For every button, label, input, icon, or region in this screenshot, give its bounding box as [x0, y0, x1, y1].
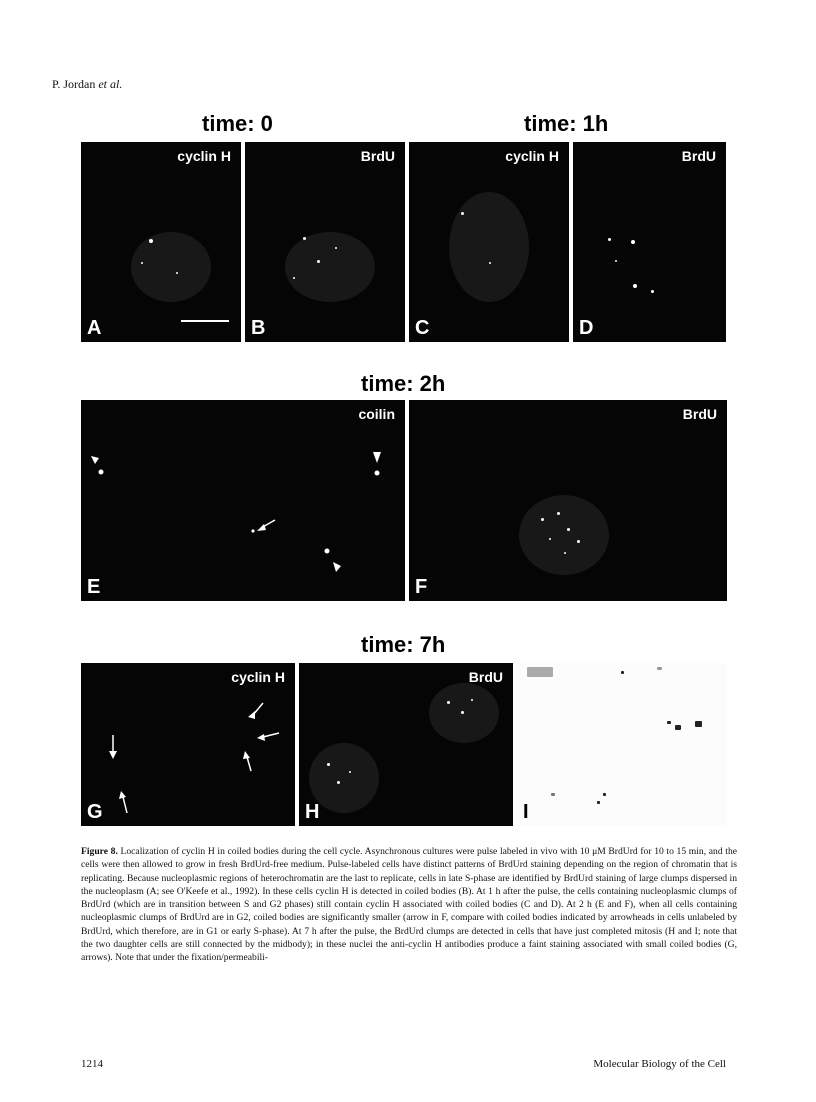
arrow-marker-g4-head [257, 734, 265, 741]
arrowhead-marker-lower [333, 562, 341, 572]
panel-b-stain-label: BrdU [360, 148, 395, 164]
header-author: P. Jordan [52, 77, 96, 91]
arrow-marker-g1-head [109, 751, 117, 759]
page-number: 1214 [81, 1058, 103, 1070]
header-etal: et al. [98, 77, 123, 91]
micrograph-panel-d [573, 142, 726, 342]
arrow-marker-g3-head [248, 711, 255, 719]
panel-c-stain-label: cyclin H [505, 148, 559, 164]
panel-e-letter: E [87, 576, 101, 598]
panel-d-stain-label: BrdU [681, 148, 716, 164]
panel-f-letter: F [415, 576, 428, 598]
micrograph-panel-e [81, 400, 405, 601]
arrow-marker-g4 [263, 733, 279, 737]
coiled-body-dot-right [375, 471, 380, 476]
arrow-marker-center-head [257, 524, 266, 531]
figure-caption-label: Figure 8. [81, 846, 118, 857]
micrograph-panel-a [81, 142, 241, 342]
panel-g-stain-label: cyclin H [231, 669, 285, 685]
micrograph-panel-h [299, 663, 513, 826]
panel-d-letter: D [579, 317, 594, 339]
arrow-marker-g2-head [119, 791, 126, 799]
figure-caption [81, 845, 737, 965]
figure-caption-text: Localization of cyclin H in coiled bodies during the cell cycle. Asynchronous cultures were pulse labeled in vivo with 10 μM BrdUrd for 10 to 15 min, and the cells were then allowed to grow in fresh BrdUrd-free medium. Pulse-labeled cells have distinct patterns of BrdUrd staining depending on the region of chromatin that is replicating. Because nucleoplasmic regions of heterochromatin are the last to replicate, cells in late S-phase are identified by BrdUrd staining of large clumps dispersed in the nucleoplasm (A; see O'Keefe et al., 1992). In these cells cyclin H is detected in coiled bodies (B). At 1 h after the pulse, the cells containing nucleoplasmic clumps of BrdUrd (which are in transition between S and G2 phases) still contain cyclin H associated with coiled bodies (C and D). At 2 h (E and F), when all cells containing nucleoplasmic clumps of BrdUrd are in G2, coiled bodies are significantly smaller (arrow in F, compare with coiled bodies indicated by arrowheads in cells unlabeled by BrdUrd, which therefore, are in G1 or early S-phase). At 7 h after the pulse, the BrdUrd clumps are detected in cells that have just completed mitosis (H and I; note that the two daughter cells are still connected by the midbody); in these nuclei the anti-cyclin H antibodies produce a faint staining associated with small coiled bodies (G, arrows). Note that under the fixation/permeabili- [81, 846, 737, 964]
panel-e-stain-label: coilin [358, 406, 395, 422]
micrograph-panel-i [517, 663, 727, 826]
time-label-2h: time: 2h [361, 371, 446, 396]
arrowhead-marker-left [91, 456, 99, 464]
micrograph-panel-f [409, 400, 727, 601]
panel-b-letter: B [251, 317, 266, 339]
panel-h-stain-label: BrdU [468, 669, 503, 685]
arrow-marker-g5-head [243, 751, 250, 759]
time-label-7h: time: 7h [361, 632, 446, 657]
micrograph-panel-g [81, 663, 295, 826]
panel-a-stain-label: cyclin H [177, 148, 231, 164]
scale-bar [181, 320, 229, 322]
time-label-1h: time: 1h [524, 111, 609, 136]
panel-g-letter: G [87, 801, 103, 823]
panel-g-annotations [81, 663, 295, 826]
arrowhead-marker-right [373, 452, 381, 463]
coiled-body-dot-left [99, 470, 104, 475]
journal-name: Molecular Biology of the Cell [593, 1058, 726, 1070]
panel-h-letter: H [305, 801, 320, 823]
panel-c-letter: C [415, 317, 430, 339]
time-label-0: time: 0 [202, 111, 273, 136]
panel-a-letter: A [87, 317, 102, 339]
micrograph-panel-c [409, 142, 569, 342]
arrow-marker-g5 [247, 757, 251, 771]
coiled-body-dot-center [251, 529, 254, 532]
coiled-body-dot-lower [325, 549, 330, 554]
arrow-marker-g2 [123, 797, 127, 813]
running-header [52, 77, 122, 92]
panel-f-stain-label: BrdU [682, 406, 717, 422]
panel-i-letter: I [523, 801, 529, 823]
panel-e-annotations [81, 400, 405, 601]
micrograph-panel-b [245, 142, 405, 342]
